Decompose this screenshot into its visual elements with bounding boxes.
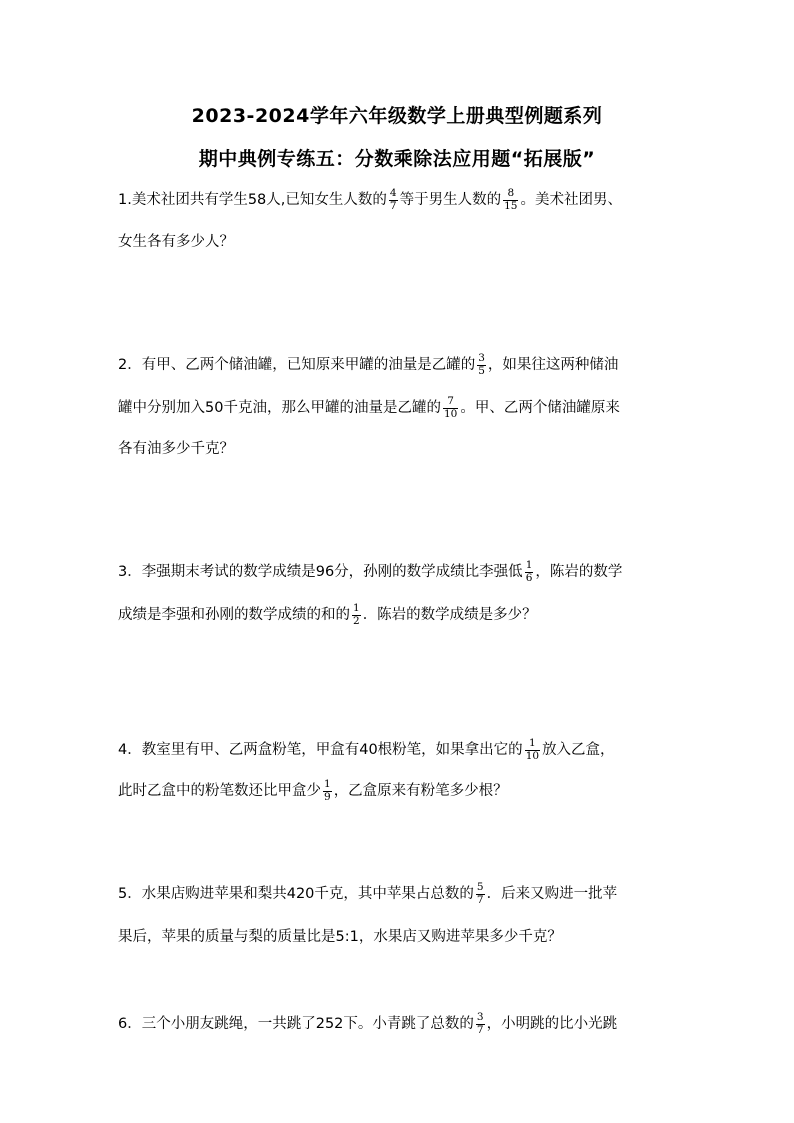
fraction	[503, 188, 518, 212]
fraction	[323, 779, 332, 803]
fraction-denominator: 10	[525, 749, 540, 762]
question-1-line-2	[118, 230, 678, 251]
fraction-denominator: 5	[478, 364, 485, 377]
text-segment: 3．李强期末考试的数学成绩是96分，孙刚的数学成绩比李强低	[118, 564, 523, 581]
text-segment: ，如果往这两种储油	[487, 357, 619, 374]
text-segment: 成绩是李强和孙刚的数学成绩的和的	[118, 607, 350, 624]
text-segment: 4．教室里有甲、乙两盒粉笔，甲盒有40根粉笔，如果拿出它的	[118, 742, 523, 759]
text-segment: 果后，苹果的质量与梨的质量比是5:1，水果店又购进苹果多少千克？	[118, 929, 562, 945]
text-segment: 1.美术社团共有学生58人,已知女生人数的	[118, 192, 387, 209]
fraction-numerator: 7	[443, 396, 458, 409]
question-1-line-1	[118, 188, 678, 212]
fraction-numerator: 5	[476, 881, 484, 893]
text-segment: 女生各有多少人？	[118, 234, 234, 250]
text-segment: ，陈岩的数学	[535, 564, 623, 581]
fraction-denominator: 7	[476, 1023, 484, 1036]
fraction	[525, 738, 540, 762]
fraction-numerator: 3	[476, 1011, 484, 1023]
fraction-denominator: 2	[353, 614, 360, 627]
text-segment: ，小明跳的比小光跳	[486, 1016, 618, 1033]
text-segment: 。美术社团男、	[520, 192, 622, 209]
title-line-2: 期中典例专练五：分数乘除法应用题“拓展版”	[198, 148, 596, 170]
fraction-denominator: 6	[525, 571, 533, 584]
question-2-line-2	[118, 396, 678, 420]
fraction	[525, 560, 534, 584]
text-segment: 5．水果店购进苹果和梨共420千克，其中苹果占总数的	[118, 886, 474, 903]
fraction	[476, 1012, 485, 1036]
text-segment: ，乙盒原来有粉笔多少根？	[333, 783, 508, 800]
question-3-line-2	[118, 603, 678, 627]
question-3-line-1	[118, 560, 678, 584]
fraction-denominator: 7	[389, 199, 397, 212]
fraction	[476, 882, 485, 906]
fraction	[389, 188, 398, 212]
title-line-1: 2023-2024学年六年级数学上册典型例题系列	[191, 105, 603, 127]
question-5-line-1	[118, 882, 678, 906]
fraction-numerator: 1	[525, 738, 540, 751]
question-6-line-1	[118, 1012, 678, 1036]
question-5-line-2	[118, 925, 678, 946]
fraction-numerator: 3	[478, 352, 485, 364]
question-2-line-1	[118, 353, 678, 377]
question-4-line-1	[118, 738, 678, 762]
fraction-denominator: 10	[443, 407, 458, 420]
fraction-denominator: 15	[504, 199, 518, 212]
text-segment: ．后来又购进一批苹	[486, 886, 618, 903]
text-segment: 2．有甲、乙两个储油罐，已知原来甲罐的油量是乙罐的	[118, 357, 476, 374]
text-segment: ．陈岩的数学成绩是多少？	[362, 607, 537, 624]
question-4-line-2	[118, 779, 678, 803]
fraction	[477, 353, 486, 377]
fraction-numerator: 1	[353, 602, 360, 614]
fraction-numerator: 1	[525, 559, 533, 571]
text-segment: 。甲、乙两个储油罐原来	[460, 400, 620, 417]
question-2-line-3	[118, 437, 678, 458]
fraction-numerator: 1	[324, 778, 331, 790]
fraction-numerator: 4	[389, 187, 397, 199]
fraction-denominator: 9	[324, 790, 331, 803]
text-segment: 6．三个小朋友跳绳，一共跳了252下。小青跳了总数的	[118, 1016, 474, 1033]
fraction	[443, 396, 458, 420]
fraction-numerator: 8	[503, 188, 518, 201]
text-segment: 等于男生人数的	[399, 192, 502, 209]
text-segment: 罐中分别加入50千克油，那么甲罐的油量是乙罐的	[118, 400, 441, 417]
text-segment: 各有油多少千克？	[118, 441, 234, 457]
text-segment: 放入乙盒，	[542, 742, 615, 759]
text-segment: 此时乙盒中的粉笔数还比甲盒少	[118, 783, 321, 800]
fraction	[352, 603, 361, 627]
fraction-denominator: 7	[476, 893, 484, 906]
